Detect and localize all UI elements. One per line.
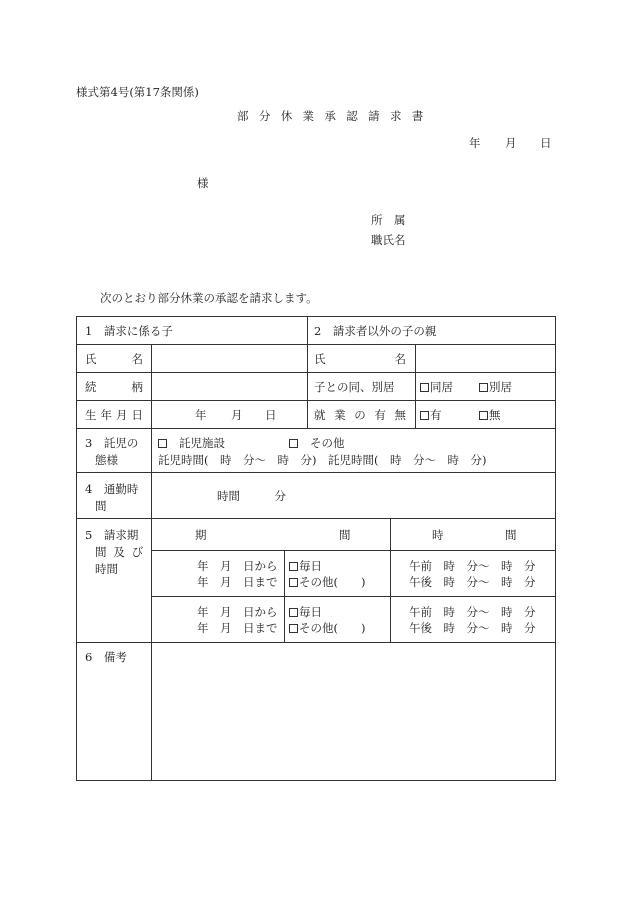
checkbox-icon	[289, 439, 298, 448]
requester-name: 職氏名	[371, 233, 406, 247]
addressee-suffix: 様	[197, 176, 209, 190]
date-year: 年	[469, 136, 481, 150]
col-period-b: 間	[339, 528, 351, 542]
requester-affiliation: 所 属	[371, 213, 406, 227]
period1-from: 年 月 日から	[197, 559, 278, 573]
checkbox-icon	[158, 439, 167, 448]
cohabitation-label: 子との同、別居	[314, 380, 395, 394]
checkbox-icon	[420, 411, 429, 420]
checkbox-icon	[289, 578, 298, 587]
checkbox-icon	[289, 562, 298, 571]
form-title: 部分休業承認請求書	[237, 109, 434, 123]
checkbox-icon	[289, 608, 298, 617]
section5-label-line3: 時間	[95, 562, 118, 576]
section5-label-line1: 5 請求期	[85, 528, 139, 542]
birth-year: 年	[195, 408, 207, 422]
relation-label: 続 柄	[85, 380, 143, 394]
child-name-label: 氏 名	[85, 352, 143, 366]
period2-daily-checkbox[interactable]: 毎日	[289, 607, 322, 619]
parent-name-label: 氏 名	[314, 352, 406, 366]
period1-other-checkbox[interactable]: その他( )	[289, 577, 365, 589]
col-period-a: 期	[195, 528, 207, 542]
form-number: 様式第4号(第17条関係)	[76, 85, 199, 99]
period2-from: 年 月 日から	[197, 605, 278, 619]
birth-day: 日	[265, 408, 277, 422]
section6-label: 6 備考	[85, 650, 127, 664]
date-month: 月	[505, 136, 517, 150]
remarks-area[interactable]	[152, 643, 555, 780]
period1-daily-checkbox[interactable]: 毎日	[289, 561, 322, 573]
employment-no-checkbox[interactable]: 無	[479, 410, 501, 422]
section4-label-line1: 4 通勤時	[85, 482, 139, 496]
section2-header: 2 請求者以外の子の親	[314, 324, 437, 338]
intro-text: 次のとおり部分休業の承認を請求します。	[100, 291, 318, 305]
period1-am-time: 午前 時 分～ 時 分	[409, 559, 536, 573]
section5-label-line2: 間及び	[95, 545, 151, 559]
section3-label-line2: 態様	[95, 453, 118, 467]
employment-yes-checkbox[interactable]: 有	[420, 410, 442, 422]
childcare-facility-checkbox[interactable]: 託児施設	[158, 438, 225, 450]
col-time-b: 間	[505, 528, 517, 542]
checkbox-icon	[479, 411, 488, 420]
period2-am-time: 午前 時 分～ 時 分	[409, 605, 536, 619]
period1-pm-time: 午後 時 分～ 時 分	[409, 575, 536, 589]
section4-label-line2: 間	[95, 499, 107, 513]
checkbox-icon	[479, 383, 488, 392]
col-time-a: 時	[432, 528, 444, 542]
request-form-table	[76, 316, 556, 781]
childcare-time-line: 託児時間( 時 分～ 時 分) 託児時間( 時 分～ 時 分)	[158, 453, 487, 467]
period2-pm-time: 午後 時 分～ 時 分	[409, 621, 536, 635]
section1-header: 1 請求に係る子	[85, 324, 173, 338]
birth-month: 月	[231, 408, 243, 422]
birthdate-label: 生 年 月 日	[85, 408, 143, 422]
employment-label: 就 業 の 有 無	[314, 408, 406, 422]
date-day: 日	[540, 136, 552, 150]
section3-label-line1: 3 託児の	[85, 436, 139, 450]
separate-checkbox[interactable]: 別居	[479, 382, 512, 394]
cohabit-checkbox[interactable]: 同居	[420, 382, 453, 394]
period1-to: 年 月 日まで	[197, 575, 278, 589]
childcare-other-checkbox[interactable]: その他	[289, 438, 345, 450]
period2-other-checkbox[interactable]: その他( )	[289, 623, 365, 635]
period2-to: 年 月 日まで	[197, 621, 278, 635]
checkbox-icon	[420, 383, 429, 392]
commute-time-value: 時間 分	[217, 489, 286, 503]
checkbox-icon	[289, 624, 298, 633]
